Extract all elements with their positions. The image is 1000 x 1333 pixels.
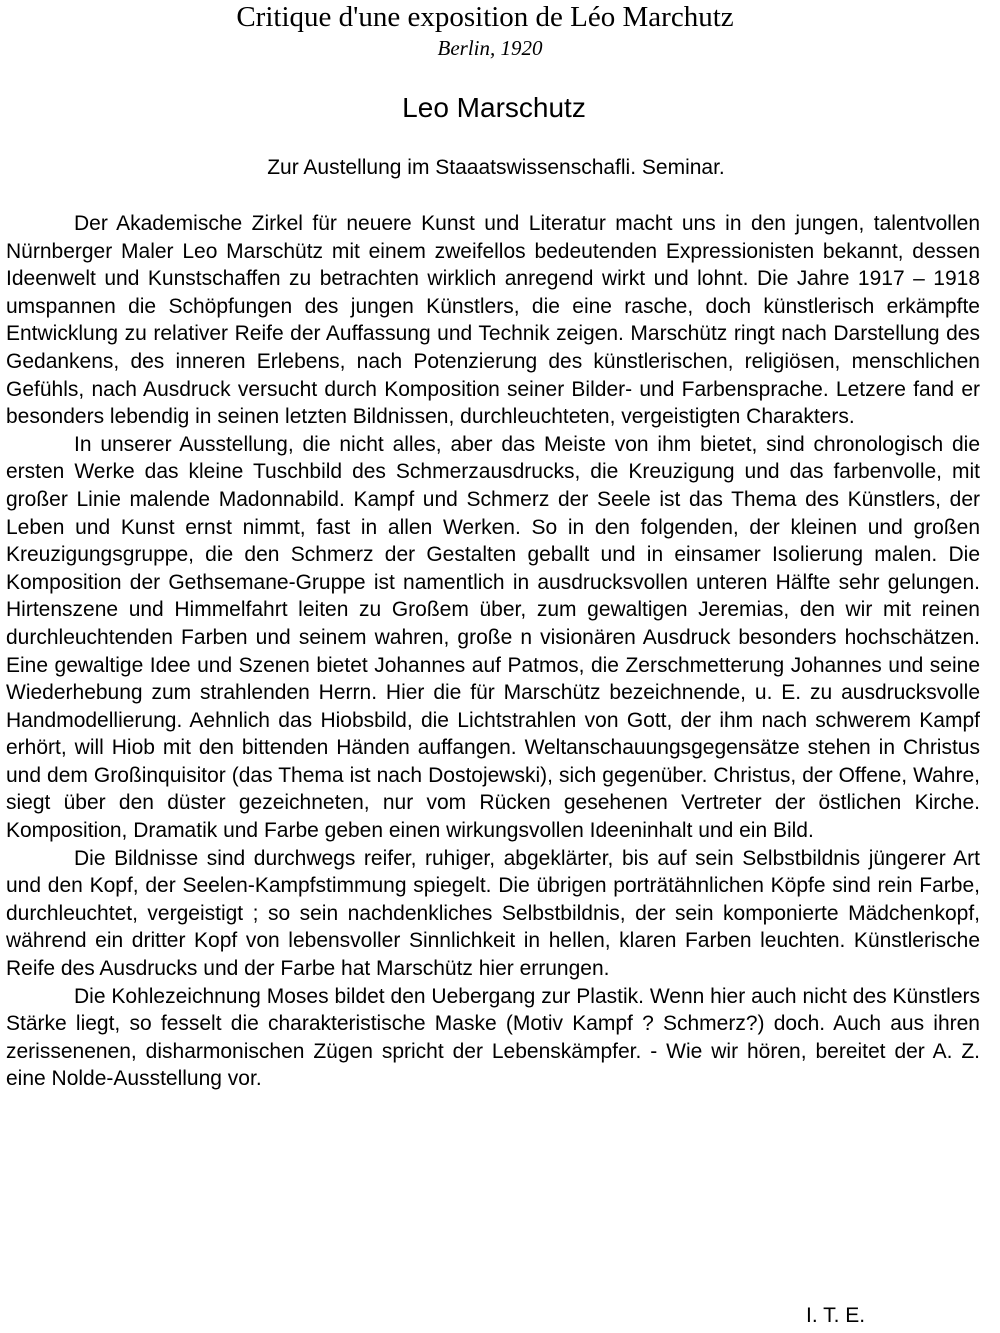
article-heading: Leo Marschutz — [402, 92, 586, 123]
paragraph-3: Die Bildnisse sind durchwegs reifer, ruhiger, abgeklärter, bis auf sein Selbstbildnis jüngerer Art und den Kopf, der Seelen-Kampfstimmung spiegelt. Die übrigen porträtähnlichen Köpfe sind rein Farbe, durchleuchtet, vergeistigt ; so sein nachdenkliches Selbstbildnis, der sein komponierte Mädchenkopf, während ein dritter Kopf von lebensvoller Sinnlichkeit in hellen, klaren Farben leuchten. Künstlerische Reife des Ausdrucks und der Farbe hat Marschütz hier errungen. — [6, 846, 980, 981]
article-body — [6, 210, 980, 1093]
article-subheading: Zur Austellung im Staaatswissenschafli. Seminar. — [267, 156, 725, 179]
document-title: Critique d'une exposition de Léo Marchutz — [236, 1, 734, 33]
author-signature: I. T. E. — [806, 1304, 866, 1327]
document-subtitle: Berlin, 1920 — [437, 36, 543, 60]
paragraph-2: In unserer Ausstellung, die nicht alles, aber das Meiste von ihm bietet, sind chronologisch die ersten Werke das kleine Tuschbild des Schmerzausdrucks, die Kreuzigung und das farbenvolle, mit großer Linie malende Madonnabild. Kampf und Schmerz der Seele ist das Thema des Künstlers, der Leben und Kunst ernst nimmt, fast in allen Werken. So in den folgenden, der kleinen und großen Kreuzigungsgruppe, die den Schmerz der Gestalten geballt und in einsamer Isolierung malen. Die Komposition der Gethsemane-Gruppe ist namentlich in ausdrucksvollen unteren Hälfte sehr gelungen. Hirtenszene und Himmelfahrt leiten zu Großem über, zum gewaltigen Jeremias, den wir mit reinen durchleuchtenden Farben und seinem wahren, große n visionären Ausdruck besonders hochschätzen. Eine gewaltige Idee und Szenen bietet Johannes auf Patmos, die Zerschmetterung Johannes und seine Wiederhebung zum strahlenden Herrn. Hier die für Marschütz bezeichnende, u. E. zu ausdrucksvolle Handmodellierung. Aehnlich das Hiobsbild, die Lichtstrahlen von Gott, der ihm nach schwerem Kampf erhört, will Hiob mit den bittenden Händen auffangen. Weltanschauungsgegensätze stehen in Christus und dem Großinquisitor (das Thema ist nach Dostojewski), sich gegenüber. Christus, der Offene, Wahre, siegt über den düster gezeichneten, nur vom Rücken gesehenen Vertreter der östlichen Kirche. Komposition, Dramatik und Farbe geben einen wirkungsvollen Ideeninhalt und ein Bild. — [6, 432, 980, 843]
paragraph-4: Die Kohlezeichnung Moses bildet den Uebergang zur Plastik. Wenn hier auch nicht des Künstlers Stärke liegt, so fesselt die charakteristische Maske (Motiv Kampf ? Schmerz?) doch. Auch aus ihren zerissenenen, disharmonischen Zügen spricht der Lebenskämpfer. - Wie wir hören, bereitet der A. Z. eine Nolde-Ausstellung vor. — [6, 984, 980, 1091]
paragraph-1: Der Akademische Zirkel für neuere Kunst und Literatur macht uns in den jungen, talentvollen Nürnberger Maler Leo Marschütz mit einem zweifellos bedeutenden Expressionisten bekannt, dessen Ideenwelt und Kunstschaffen zu betrachten wirklich anregend wirkt und lohnt. Die Jahre 1917 – 1918 umspannen die Schöpfungen des jungen Künstlers, die eine rasche, doch künstlerisch erkämpfte Entwicklung zu relativer Reife der Auffassung und Technik zeigen. Marschütz ringt nach Darstellung des Gedankens, des inneren Erlebens, nach Potenzierung des künstlerischen, religiösen, menschlichen Gefühls, nach Ausdruck versucht durch Komposition seiner Bilder- und Farbensprache. Letzere fand er besonders lebendig in seinen letzten Bildnissen, durchleuchteten, vergeistigten Charakters. — [6, 212, 980, 429]
